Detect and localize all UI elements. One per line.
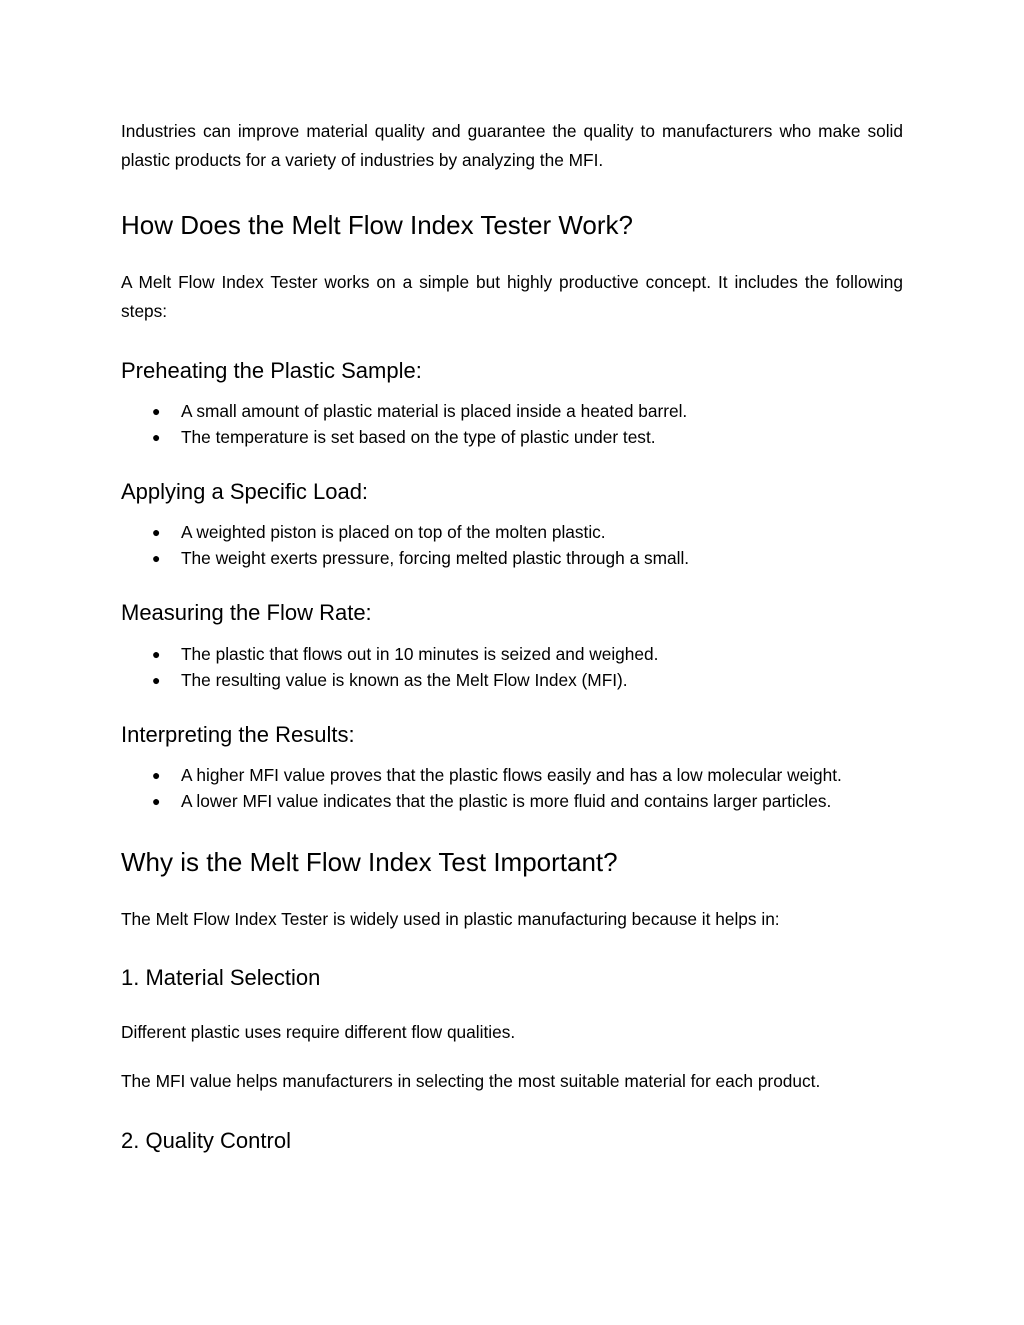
list-item: ● A small amount of plastic material is placed inside a heated barrel. <box>121 399 687 425</box>
subheading-material-selection: 1. Material Selection <box>121 965 321 990</box>
section1-intro-paragraph: A Melt Flow Index Tester works on a simple but highly productive concept. It includes the following steps: <box>121 272 903 321</box>
bullet-icon: ● <box>152 524 161 540</box>
material-selection-paragraph-1: Different plastic uses require different flow qualities. <box>121 1022 516 1042</box>
list-item: ● A lower MFI value indicates that the plastic is more fluid and contains larger particles. <box>121 789 842 815</box>
intro-paragraph: Industries can improve material quality and guarantee the quality to manufacturers who make solid plastic products for a variety of industries by analyzing the MFI. <box>121 121 903 170</box>
measuring-flow-list <box>121 642 658 693</box>
section-heading-how-it-works: How Does the Melt Flow Index Tester Work? <box>121 210 634 240</box>
bullet-icon: ● <box>152 767 161 783</box>
bullet-icon: ● <box>152 428 161 445</box>
subheading-quality-control: 2. Quality Control <box>121 1128 291 1153</box>
subheading-interpreting: Interpreting the Results: <box>121 722 355 747</box>
preheating-list <box>121 399 687 450</box>
material-selection-paragraph-2: The MFI value helps manufacturers in selecting the most suitable material for each product. <box>121 1071 821 1091</box>
list-item: ● The temperature is set based on the type of plastic under test. <box>121 425 687 451</box>
bullet-icon: ● <box>152 671 161 688</box>
list-item: ● The plastic that flows out in 10 minutes is seized and weighed. <box>121 642 658 668</box>
list-item: ● The weight exerts pressure, forcing melted plastic through a small. <box>121 546 689 572</box>
applying-load-list <box>121 520 689 571</box>
list-item: ● A higher MFI value proves that the plastic flows easily and has a low molecular weight. <box>121 763 842 789</box>
subheading-applying-load: Applying a Specific Load: <box>121 479 369 504</box>
bullet-icon: ● <box>152 646 161 662</box>
section-heading-why-important: Why is the Melt Flow Index Test Important? <box>121 847 618 877</box>
bullet-icon: ● <box>152 403 161 419</box>
list-item: ● A weighted piston is placed on top of the molten plastic. <box>121 520 689 546</box>
interpreting-list <box>121 763 842 814</box>
list-item: ● The resulting value is known as the Melt Flow Index (MFI). <box>121 668 658 694</box>
bullet-icon: ● <box>152 549 161 566</box>
section2-intro-paragraph: The Melt Flow Index Tester is widely used in plastic manufacturing because it helps in: <box>121 909 780 929</box>
subheading-measuring-flow: Measuring the Flow Rate: <box>121 600 372 625</box>
subheading-preheating: Preheating the Plastic Sample: <box>121 358 422 383</box>
bullet-icon: ● <box>152 792 161 809</box>
